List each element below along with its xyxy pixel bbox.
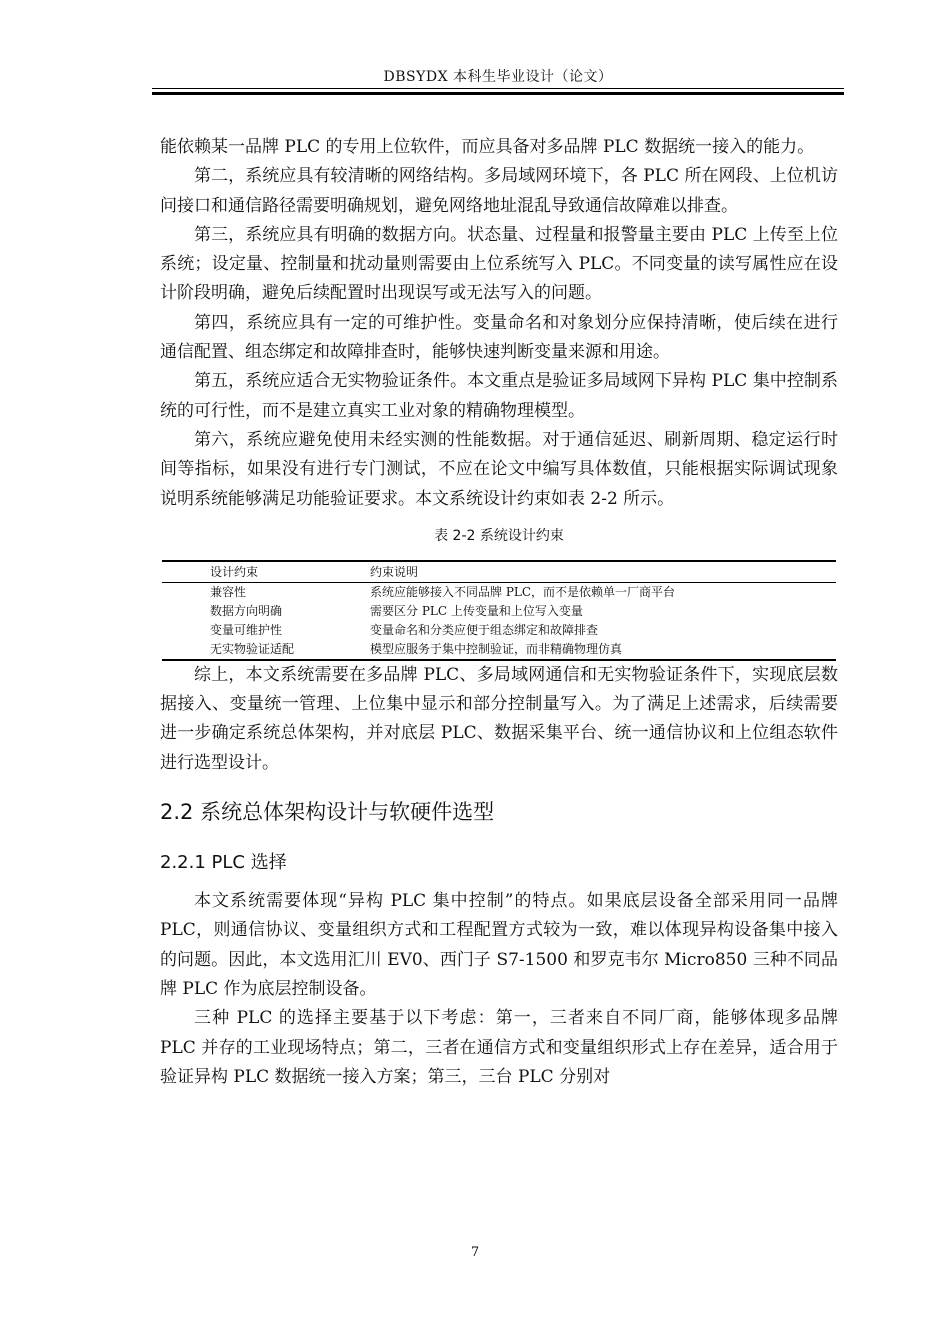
design-constraints-table <box>162 560 836 661</box>
table-caption: 表 2-2 系统设计约束 <box>434 527 564 544</box>
paragraph: 第五，系统应适合无实物验证条件。本文重点是验证多局域网下异构 PLC 集中控制系统的可行性，而不是建立真实工业对象的精确物理模型。 <box>160 371 838 421</box>
table-cell: 系统应能够接入不同品牌 PLC，而不是依赖单一厂商平台 <box>370 584 676 599</box>
paragraph: 三种 PLC 的选择主要基于以下考虑：第一，三者来自不同厂商，能够体现多品牌 PLC 并存的工业现场特点；第二，三者在通信方式和变量组织形式上存在差异，适合用于验证异构 PLC 数据统一接入方案；第三，三台 PLC 分别对 <box>160 1008 838 1087</box>
table-header-cell: 约束说明 <box>370 561 836 583</box>
paragraph: 第二，系统应具有较清晰的网络结构。多局域网环境下，各 PLC 所在网段、上位机访问接口和通信路径需要明确规划，避免网络地址混乱导致通信故障难以排查。 <box>160 166 838 216</box>
table-cell: 兼容性 <box>210 584 247 599</box>
section-heading: 2.2 系统总体架构设计与软硬件选型 <box>160 800 495 825</box>
paragraph: 第六，系统应避免使用未经实测的性能数据。对于通信延迟、刷新周期、稳定运行时间等指标，如果没有进行专门测试，不应在论文中编写具体数值，只能根据实际调试现象说明系统能够满足功能验证要求。本文系统设计约束如表 2-2 所示。 <box>160 429 838 509</box>
table-row <box>162 621 836 640</box>
header-rule-thin <box>152 88 844 89</box>
table-cell: 数据方向明确 <box>210 603 283 618</box>
table-cell: 变量命名和分类应便于组态绑定和故障排查 <box>370 622 599 637</box>
table-header-row <box>162 561 836 583</box>
subsection-heading: 2.2.1 PLC 选择 <box>160 852 287 874</box>
paragraph: 第三，系统应具有明确的数据方向。状态量、过程量和报警量主要由 PLC 上传至上位系统；设定量、控制量和扰动量则需要由上位系统写入 PLC。不同变量的读写属性应在设计阶段明确，避免后续配置时出现误写或无法写入的问题。 <box>160 224 838 304</box>
table-row <box>162 602 836 621</box>
body-text <box>160 133 838 1092</box>
page-number: 7 <box>470 1245 480 1260</box>
table-row <box>162 640 836 660</box>
paragraph-continuation: 能依赖某一品牌 PLC 的专用上位软件，而应具备对多品牌 PLC 数据统一接入的能力。 <box>160 137 815 157</box>
paragraph: 综上，本文系统需要在多品牌 PLC、多局域网通信和无实物验证条件下，实现底层数据接入、变量统一管理、上位集中显示和部分控制量写入。为了满足上述需求，后续需要进一步确定系统总体架构，并对底层 PLC、数据采集平台、统一通信协议和上位组态软件进行选型设计。 <box>160 664 838 773</box>
paragraph: 第四，系统应具有一定的可维护性。变量命名和对象划分应保持清晰，使后续在进行通信配置、组态绑定和故障排查时，能够快速判断变量来源和用途。 <box>160 312 838 363</box>
table-cell: 需要区分 PLC 上传变量和上位写入变量 <box>370 603 583 618</box>
table-header-cell: 设计约束 <box>162 561 370 583</box>
table-cell: 变量可维护性 <box>210 622 283 637</box>
table-row <box>162 582 836 602</box>
page-header: DBSYDX 本科生毕业设计（论文） <box>383 69 613 85</box>
table-cell: 无实物验证适配 <box>162 640 370 660</box>
paragraph: 本文系统需要体现“异构 PLC 集中控制”的特点。如果底层设备全部采用同一品牌 PLC，则通信协议、变量组织方式和工程配置方式较为一致，难以体现异构设备集中接入的问题。因此，本文选用汇川 EV0、西门子 S7-1500 和罗克韦尔 Micro850 三种不同品牌 PLC 作为底层控制设备。 <box>160 891 838 999</box>
header-rule-thick <box>152 92 844 95</box>
table-cell: 模型应服务于集中控制验证，而非精确物理仿真 <box>370 640 836 660</box>
